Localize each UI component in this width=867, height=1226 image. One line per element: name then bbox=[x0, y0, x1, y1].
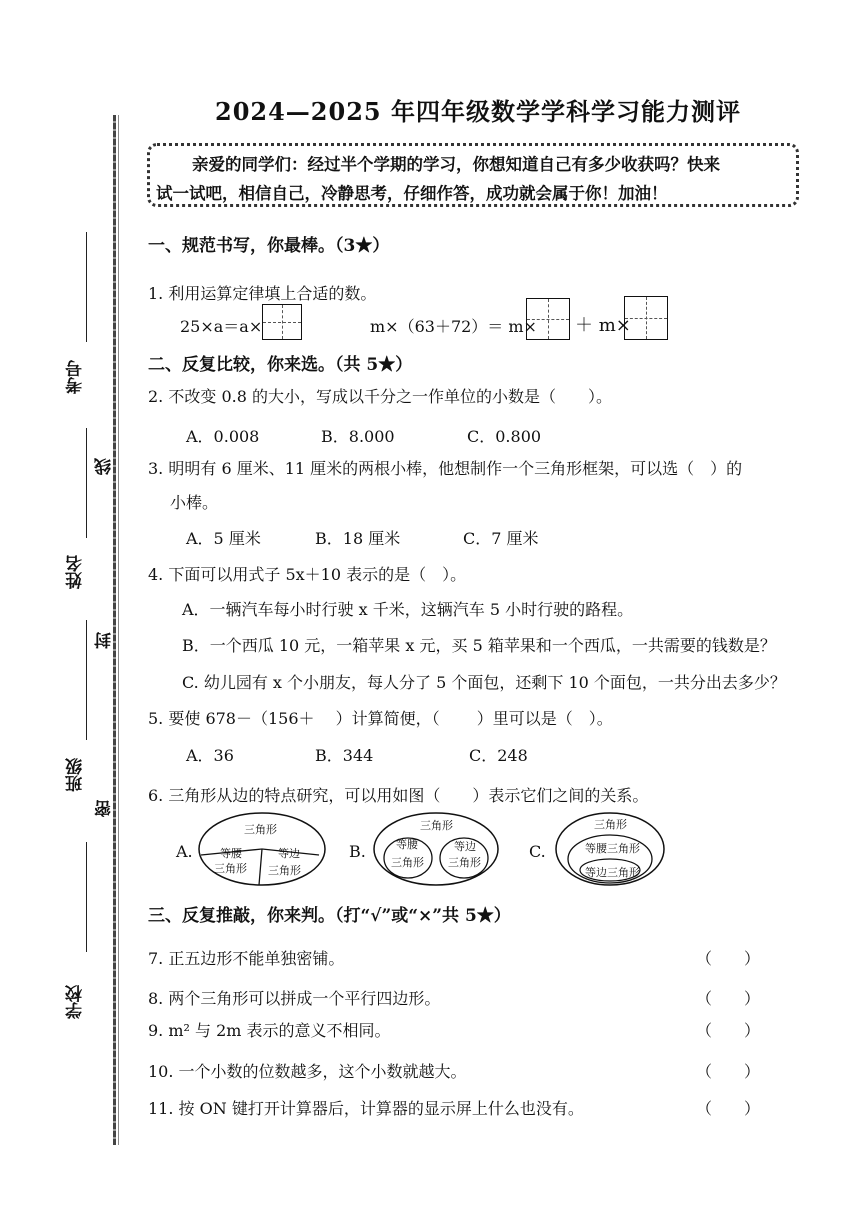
q1-answer-box-3[interactable] bbox=[624, 296, 668, 340]
binding-line bbox=[113, 115, 116, 1145]
q6-b-triangle: 三角形 bbox=[420, 819, 453, 832]
q5-option-c: C．248 bbox=[469, 746, 528, 765]
section-2-heading: 二、反复比较，你来选。（共 5★） bbox=[148, 355, 413, 375]
q2-option-c: C．0.800 bbox=[467, 427, 542, 446]
q9-text: 9. m² 与 2m 表示的意义不相同。 bbox=[148, 1021, 391, 1040]
q6-c-triangle: 三角形 bbox=[594, 818, 627, 831]
intro-line-1: 亲爱的同学们：经过半个学期的学习，你想知道自己有多少收获吗？快来 bbox=[192, 155, 720, 174]
binding-line-inner bbox=[118, 115, 119, 1145]
q6-a-eq-2: 三角形 bbox=[268, 864, 301, 877]
seal-xian: 线 bbox=[95, 458, 115, 475]
q8-text: 8. 两个三角形可以拼成一个平行四边形。 bbox=[148, 989, 441, 1008]
class-label: 班级 bbox=[66, 758, 86, 792]
q9-answer-paren[interactable]: （ ） bbox=[696, 1021, 761, 1040]
section-3-heading: 三、反复推敲，你来判。（打“√”或“×”共 5★） bbox=[148, 906, 511, 926]
school-label: 学校 bbox=[66, 985, 86, 1019]
q3-option-a: A．5 厘米 bbox=[186, 529, 261, 548]
q11-text: 11. 按 ON 键打开计算器后，计算器的显示屏上什么也没有。 bbox=[148, 1099, 584, 1118]
q10-answer-paren[interactable]: （ ） bbox=[696, 1062, 761, 1081]
q10-text: 10. 一个小数的位数越多，这个小数就越大。 bbox=[148, 1062, 467, 1081]
q1-expr2: m×（63＋72）＝ m× bbox=[370, 317, 537, 336]
q1-answer-box-1[interactable] bbox=[262, 304, 302, 340]
exam-no-label: 考号 bbox=[66, 360, 86, 394]
q6-a-eq-1: 等边 bbox=[278, 847, 300, 860]
q4-option-b: B．一个西瓜 10 元，一箱苹果 x 元，买 5 箱苹果和一个西瓜，一共需要的钱数是？ bbox=[182, 636, 776, 655]
q7-answer-paren[interactable]: （ ） bbox=[696, 949, 761, 968]
q3-text: 3. 明明有 6 厘米、11 厘米的两根小棒，他想制作一个三角形框架，可以选（ ）的 bbox=[148, 459, 743, 478]
seal-feng: 封 bbox=[95, 632, 115, 649]
q1-answer-box-2[interactable] bbox=[526, 298, 570, 340]
q6-c-iso: 等腰三角形 bbox=[585, 842, 640, 855]
class-underline bbox=[86, 620, 87, 740]
q3-option-c: C．7 厘米 bbox=[463, 529, 539, 548]
school-underline bbox=[86, 842, 87, 952]
q6-option-b-label: B. bbox=[349, 842, 366, 861]
q3-option-b: B．18 厘米 bbox=[315, 529, 401, 548]
intro-line-2: 试一试吧，相信自己，冷静思考，仔细作答，成功就会属于你！加油！ bbox=[156, 184, 668, 203]
q2-option-b: B．8.000 bbox=[321, 427, 395, 446]
q2-text: 2. 不改变 0.8 的大小，写成以千分之一作单位的小数是（ ）。 bbox=[148, 387, 612, 406]
q6-a-iso-1: 等腰 bbox=[220, 847, 242, 860]
q6-c-eq: 等边三角形 bbox=[585, 866, 640, 879]
q5-text: 5. 要使 678－（156＋ ）计算简便，（ ）里可以是（ ）。 bbox=[148, 709, 613, 728]
q7-text: 7. 正五边形不能单独密铺。 bbox=[148, 949, 345, 968]
q6-b-iso-2: 三角形 bbox=[391, 856, 424, 869]
q1-plus: ＋ m× bbox=[575, 315, 631, 336]
q2-option-a: A．0.008 bbox=[186, 427, 260, 446]
exam-no-underline bbox=[86, 232, 87, 342]
q5-option-a: A．36 bbox=[186, 746, 234, 765]
q8-answer-paren[interactable]: （ ） bbox=[696, 989, 761, 1008]
q3-text-2: 小棒。 bbox=[170, 493, 219, 512]
name-label: 姓名 bbox=[66, 555, 86, 589]
q6-b-iso-1: 等腰 bbox=[396, 838, 418, 851]
q11-answer-paren[interactable]: （ ） bbox=[696, 1099, 761, 1118]
section-1-heading: 一、规范书写，你最棒。（3★） bbox=[148, 236, 390, 256]
q4-option-c: C. 幼儿园有 x 个小朋友，每人分了 5 个面包，还剩下 10 个面包，一共分出去多少？ bbox=[182, 673, 786, 692]
q6-option-a-label: A. bbox=[176, 842, 193, 861]
name-underline bbox=[86, 428, 87, 538]
q5-option-b: B．344 bbox=[315, 746, 374, 765]
q4-text: 4. 下面可以用式子 5x＋10 表示的是（ ）。 bbox=[148, 565, 467, 584]
q6-a-iso-2: 三角形 bbox=[214, 862, 247, 875]
q6-b-eq-1: 等边 bbox=[454, 840, 476, 853]
q6-text: 6. 三角形从边的特点研究，可以用如图（ ）表示它们之间的关系。 bbox=[148, 786, 649, 805]
q1-expr1: 25×a＝a× bbox=[180, 317, 263, 336]
seal-mi: 密 bbox=[95, 800, 115, 817]
q6-b-eq-2: 三角形 bbox=[448, 856, 481, 869]
q4-option-a: A．一辆汽车每小时行驶 x 千米，这辆汽车 5 小时行驶的路程。 bbox=[182, 600, 634, 619]
q1-text: 1. 利用运算定律填上合适的数。 bbox=[148, 284, 377, 303]
q6-a-triangle: 三角形 bbox=[244, 823, 277, 836]
page-title: 2024—2025 年四年级数学学科学习能力测评 bbox=[215, 97, 741, 126]
q6-option-c-label: C. bbox=[529, 842, 546, 861]
